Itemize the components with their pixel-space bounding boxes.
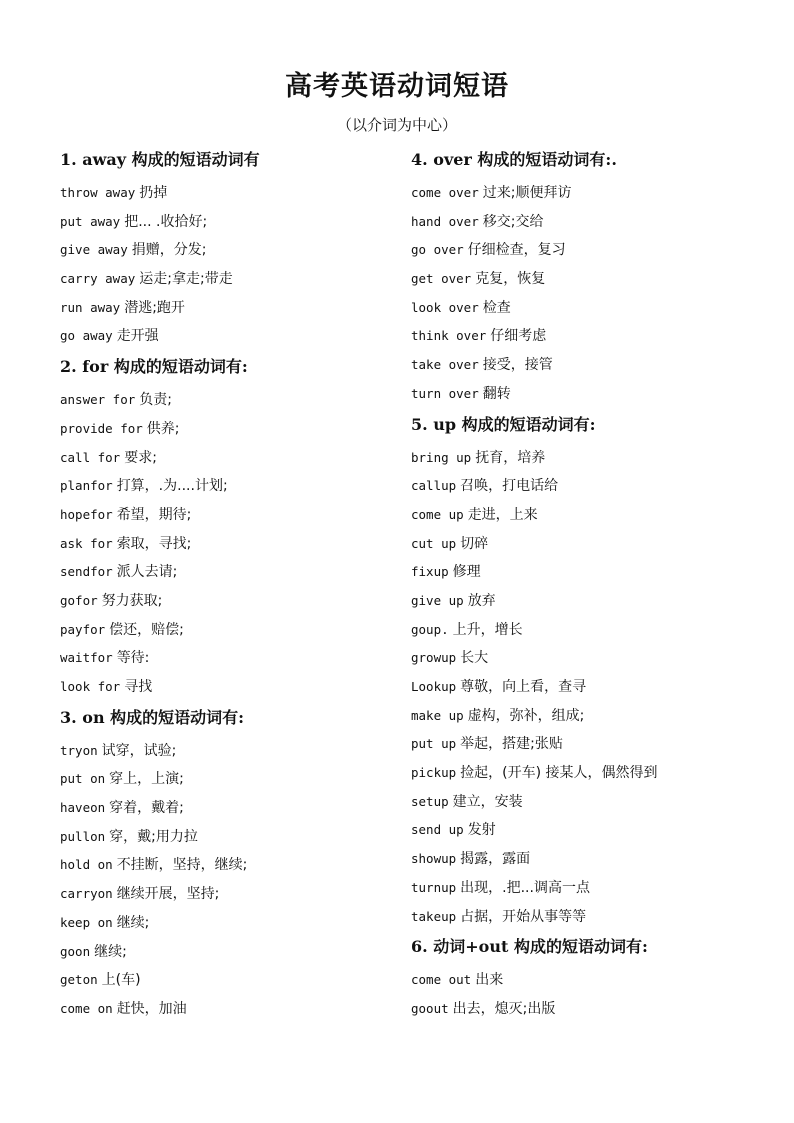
phrase-entry: [60, 644, 410, 673]
phrase-english: geton: [60, 972, 98, 988]
phrase-entry: [60, 386, 410, 415]
phrase-entry: [60, 880, 410, 909]
phrase-english: haveon: [60, 800, 106, 816]
phrase-entry: [60, 444, 410, 473]
phrase-english: come on: [60, 1000, 113, 1016]
phrase-chinese: 举起，搭建;张贴: [460, 736, 563, 753]
phrase-chinese: 穿着，戴着;: [109, 800, 184, 817]
section-heading: 4. over 构成的短语动词有:.: [411, 150, 617, 169]
phrase-chinese: 出现，.把...调高一点: [460, 879, 590, 896]
phrase-chinese: 仔细考虑: [490, 328, 547, 345]
phrase-english: take over: [411, 357, 479, 373]
phrase-english: answer for: [60, 392, 136, 408]
phrase-english: run away: [60, 299, 121, 315]
phrase-entry: [411, 616, 761, 645]
phrase-entry: [60, 995, 410, 1024]
phrase-english: call for: [60, 449, 121, 465]
phrase-chinese: 建立，安装: [452, 793, 523, 810]
phrase-english: planfor: [60, 478, 113, 494]
phrase-english: throw away: [60, 185, 136, 200]
phrase-entry: [411, 236, 761, 265]
phrase-english: get over: [411, 271, 472, 287]
phrase-chinese: 长大: [460, 650, 489, 667]
phrase-english: turnup: [411, 879, 457, 895]
phrase-chinese: 占据，开始从事等等: [460, 908, 587, 925]
phrase-chinese: 扔掉: [139, 185, 168, 201]
phrase-english: go over: [411, 242, 464, 258]
phrase-entry: [60, 794, 410, 823]
phrase-entry: [411, 966, 761, 995]
phrase-english: goon: [60, 943, 91, 959]
phrase-english: tryon: [60, 742, 98, 758]
phrase-chinese: 移交;交给: [482, 213, 544, 230]
phrase-chinese: 上(车): [101, 972, 141, 989]
phrase-entry: [411, 294, 761, 323]
phrase-entry: [60, 236, 410, 265]
phrase-entry: [411, 265, 761, 294]
phrase-english: come over: [411, 185, 479, 200]
phrase-chinese: 要求;: [124, 449, 157, 466]
phrase-chinese: 切碎: [460, 535, 489, 552]
phrase-entry: [60, 501, 410, 530]
phrase-english: takeup: [411, 908, 457, 924]
phrase-chinese: 出去，熄灭;出版: [452, 1000, 556, 1017]
phrase-entry: [411, 759, 761, 788]
phrase-chinese: 派人去请;: [116, 564, 178, 581]
phrase-entry: [60, 179, 410, 208]
phrase-entry: [60, 265, 410, 294]
phrase-entry: [411, 380, 761, 409]
phrase-entry: [411, 530, 761, 559]
phrase-entry: [60, 673, 410, 702]
phrase-english: setup: [411, 793, 449, 809]
phrase-entry: [60, 322, 410, 351]
phrase-chinese: 穿上，上演;: [109, 771, 184, 788]
phrase-entry: [60, 294, 410, 323]
phrase-english: provide for: [60, 420, 143, 436]
phrase-entry: [411, 730, 761, 759]
phrase-entry: [411, 903, 761, 932]
phrase-entry: [60, 851, 410, 880]
phrase-chinese: 上升，增长: [452, 621, 523, 638]
phrase-english: make up: [411, 707, 464, 723]
phrase-english: payfor: [60, 621, 106, 637]
phrase-english: put away: [60, 213, 121, 229]
phrase-chinese: 放弃: [467, 592, 496, 609]
phrase-chinese: 希望，期待;: [116, 506, 192, 523]
page-title: 高考英语动词短语: [285, 71, 509, 102]
section-heading: 5. up 构成的短语动词有:: [411, 414, 596, 434]
phrase-entry: [60, 530, 410, 559]
phrase-chinese: 等待:: [116, 650, 150, 667]
phrase-entry: [60, 208, 410, 237]
right-column: [411, 150, 761, 1024]
phrase-english: carryon: [60, 886, 113, 902]
phrase-chinese: 尊敬，向上看，查寻: [460, 679, 587, 695]
section-heading: 6. 动词+out 构成的短语动词有:: [411, 937, 648, 957]
phrase-entry: [411, 845, 761, 874]
phrase-entry: [411, 644, 761, 673]
phrase-entry: [411, 351, 761, 380]
phrase-english: keep on: [60, 914, 113, 930]
phrase-entry: [411, 322, 761, 351]
phrase-english: hold on: [60, 857, 113, 873]
phrase-chinese: 把... .收拾好;: [124, 213, 208, 230]
phrase-entry: [60, 558, 410, 587]
phrase-english: go away: [60, 328, 113, 344]
phrase-entry: [411, 816, 761, 845]
left-column: [60, 150, 410, 1024]
phrase-chinese: 不挂断，坚持，继续;: [116, 857, 248, 874]
section-heading: 3. on 构成的短语动词有:: [60, 707, 245, 727]
phrase-chinese: 寻找: [124, 679, 153, 695]
phrase-entry: [411, 501, 761, 530]
phrase-english: send up: [411, 822, 464, 838]
phrase-entry: [60, 765, 410, 794]
phrase-chinese: 翻转: [482, 385, 511, 402]
phrase-chinese: 打算，.为....计划;: [116, 478, 228, 495]
phrase-entry: [60, 938, 410, 967]
phrase-entry: [411, 673, 761, 702]
phrase-english: pickup: [411, 765, 457, 781]
phrase-entry: [411, 558, 761, 587]
phrase-chinese: 走开强: [116, 328, 159, 345]
phrase-entry: [411, 995, 761, 1024]
phrase-english: look for: [60, 679, 121, 694]
phrase-chinese: 虚构，弥补，组成;: [467, 707, 585, 724]
phrase-entry: [60, 415, 410, 444]
phrase-chinese: 潜逃;跑开: [124, 299, 185, 316]
phrase-entry: [411, 179, 761, 208]
phrase-entry: [60, 737, 410, 766]
phrase-entry: [60, 472, 410, 501]
phrase-chinese: 运走;拿走;带走: [139, 271, 233, 288]
phrase-english: bring up: [411, 449, 472, 465]
phrase-english: gofor: [60, 592, 98, 608]
phrase-chinese: 出来: [475, 972, 504, 989]
phrase-chinese: 召唤，打电话给: [460, 478, 559, 495]
phrase-chinese: 索取，寻找;: [116, 535, 192, 552]
phrase-english: give away: [60, 242, 128, 258]
phrase-english: pullon: [60, 828, 106, 844]
section-heading: 2. for 构成的短语动词有:: [60, 357, 248, 377]
phrase-entry: [411, 702, 761, 731]
phrase-english: sendfor: [60, 564, 113, 580]
phrase-chinese: 继续;: [94, 943, 127, 960]
phrase-entry: [411, 587, 761, 616]
phrase-chinese: 继续开展，坚持;: [116, 886, 220, 903]
phrase-english: come out: [411, 972, 472, 988]
phrase-english: carry away: [60, 271, 136, 287]
phrase-chinese: 检查: [482, 299, 511, 316]
phrase-english: goup.: [411, 621, 449, 637]
phrase-english: ask for: [60, 535, 113, 551]
phrase-chinese: 走进，上来: [467, 506, 538, 523]
phrase-english: cut up: [411, 535, 457, 551]
phrase-english: growup: [411, 650, 457, 666]
section-heading: 1. away 构成的短语动词有: [60, 150, 260, 169]
phrase-english: waitfor: [60, 650, 113, 666]
phrase-english: Lookup: [411, 679, 457, 694]
phrase-english: look over: [411, 299, 479, 315]
phrase-english: turn over: [411, 385, 479, 401]
phrase-chinese: 修理: [452, 564, 481, 581]
phrase-chinese: 捐赠，分发;: [131, 242, 207, 259]
phrase-chinese: 抚育，培养: [475, 449, 546, 466]
phrase-english: come up: [411, 506, 464, 522]
phrase-entry: [411, 874, 761, 903]
phrase-english: showup: [411, 851, 457, 867]
phrase-chinese: 努力获取;: [101, 592, 163, 609]
phrase-english: callup: [411, 478, 457, 494]
phrase-english: hopefor: [60, 506, 113, 522]
phrase-english: hand over: [411, 213, 479, 229]
phrase-english: goout: [411, 1000, 449, 1016]
phrase-chinese: 试穿，试验;: [101, 742, 177, 759]
phrase-chinese: 偿还，赔偿;: [109, 621, 184, 638]
phrase-entry: [411, 444, 761, 473]
phrase-chinese: 供养;: [146, 420, 180, 437]
phrase-entry: [60, 587, 410, 616]
phrase-chinese: 过来;顺便拜访: [482, 185, 572, 201]
phrase-entry: [60, 823, 410, 852]
phrase-chinese: 接受，接管: [482, 357, 553, 374]
phrase-chinese: 克复，恢复: [475, 271, 546, 288]
phrase-entry: [411, 472, 761, 501]
phrase-english: put up: [411, 736, 457, 752]
phrase-entry: [411, 788, 761, 817]
page-subtitle: （以介词为中心）: [336, 116, 457, 134]
phrase-chinese: 发射: [467, 822, 496, 839]
phrase-entry: [411, 208, 761, 237]
phrase-english: think over: [411, 328, 487, 344]
phrase-entry: [60, 616, 410, 645]
phrase-chinese: 捡起，(开车) 接某人，偶然得到: [460, 765, 658, 782]
phrase-english: give up: [411, 592, 464, 608]
phrase-english: fixup: [411, 564, 449, 580]
phrase-chinese: 赶快，加油: [116, 1000, 187, 1017]
phrase-chinese: 揭露，露面: [460, 851, 531, 868]
phrase-chinese: 仔细检查，复习: [467, 242, 566, 259]
phrase-english: put on: [60, 771, 106, 787]
phrase-chinese: 继续;: [116, 914, 150, 931]
phrase-entry: [60, 966, 410, 995]
phrase-chinese: 负责;: [139, 392, 172, 409]
phrase-entry: [60, 909, 410, 938]
phrase-chinese: 穿，戴;用力拉: [109, 828, 198, 845]
